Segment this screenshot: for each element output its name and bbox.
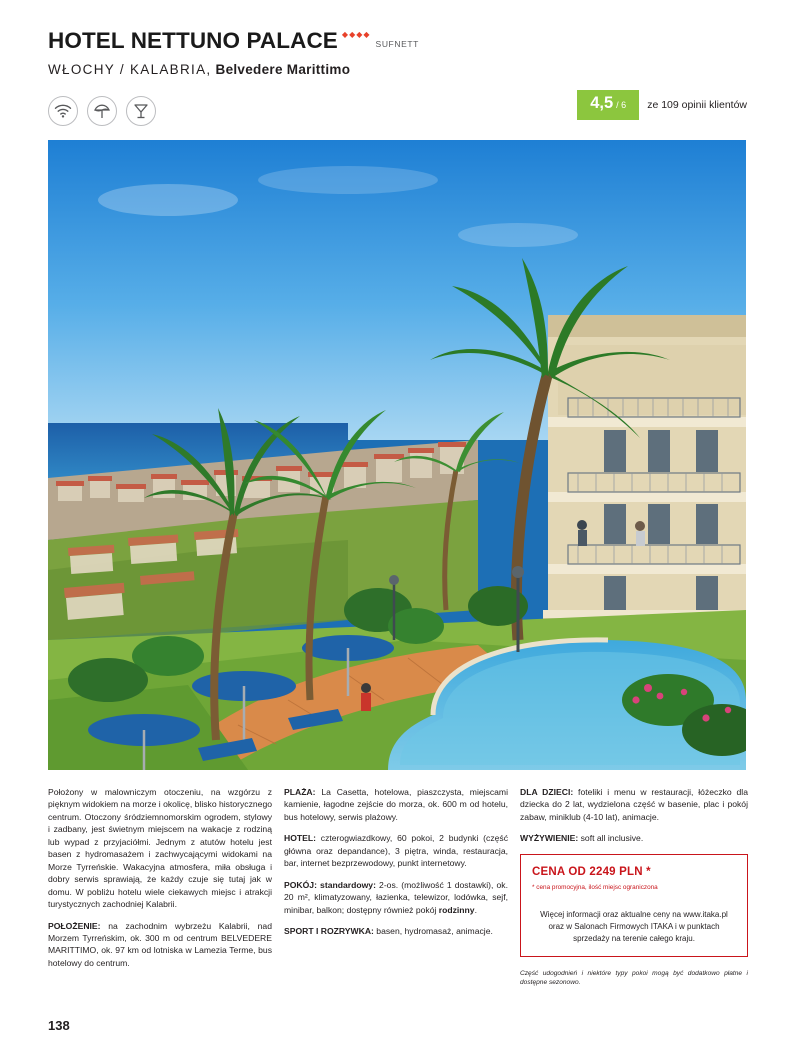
wifi-icon [48, 96, 78, 126]
board-text: soft all inclusive. [578, 833, 644, 844]
price-box [520, 854, 748, 957]
star-icon: ◆ [341, 30, 349, 39]
star-icon: ◆ [356, 30, 363, 39]
location-paragraph [48, 920, 272, 970]
page-header [48, 30, 748, 77]
location-text: na zachodnim wybrzeżu Kalabrii, nad Morzem Tyrreńskim, ok. 300 m od centrum BELVEDERE MARITTIMO, ok. 97 km od lotniska w Lamezia Terme, bus hotelowy do centrum. [48, 920, 272, 968]
destination-country: WŁOCHY / KALABRIA, [48, 61, 212, 77]
rating-score: 4,5 [590, 94, 614, 112]
hotel-paragraph [284, 832, 508, 869]
room-standard-label: standardowy: [316, 879, 376, 890]
room-text: 2-os. (możliwość 1 dostawki), ok. 20 m², klimatyzowany, łazienka, telewizor, lodówka, sejf, minibar, balkon; dostępny również pokój [284, 879, 508, 915]
board-label: WYŻYWIENIE: [520, 833, 579, 844]
room-family-end: . [474, 904, 477, 915]
kids-text: foteliki i menu w restauracji, łóżeczko dla dziecka do 2 lat, wydzielona część w basenie, plac i pokój zabaw, miniklub (4-10 lat), animacje. [520, 787, 748, 822]
star-rating [342, 31, 370, 39]
rating-block [577, 90, 747, 120]
description-columns [48, 786, 748, 988]
cocktail-glass-icon [126, 96, 156, 126]
brand-tag: SUFNETT [375, 39, 419, 49]
footnote: Część udogodnień i niektóre typy pokoi mogą być dodatkowo płatne i dostępne sezonowo. [520, 969, 748, 987]
sport-text: basen, hydromasaż, animacje. [373, 926, 493, 937]
location-label: POŁOŻENIE: [48, 920, 101, 931]
destination-subtitle [48, 62, 748, 77]
rating-max: / 6 [616, 100, 627, 110]
kids-label: DLA DZIECI: [520, 787, 574, 797]
room-family-label: rodzinny [438, 904, 475, 915]
amenity-icon-row [48, 96, 156, 126]
beach-label: PLAŻA: [284, 787, 316, 797]
beach-umbrella-icon [87, 96, 117, 126]
intro-paragraph: Położony w malowniczym otoczeniu, na wzgórzu z pięknym widokiem na morze i okolicę, blisko historycznego centrum. Otoczony śródziemnomorskim ogrodem, stylowy i zadbany, jest świetnym miejscem na wakacje z rodziną lub wypad z przyjaciółmi. Jednym z atutów hotelu jest basen z hydromasażem i zachwycającymi widokami na Morze Tyrreńskie. Wakacyjna atmosfera, miła obsługa i dobry serwis sprawiają, że każdy czuje się tutaj jak w domu. W pobliżu hotelu wiele ciekawych miejsc i atrakcji turystycznych zachodniej Kalabrii. [48, 787, 273, 910]
price-title: CENA OD 2249 PLN * [532, 865, 651, 878]
board-paragraph [520, 832, 748, 844]
destination-resort: Belvedere Marittimo [215, 61, 351, 77]
page-number: 138 [48, 1018, 70, 1033]
rating-reviews-count: ze 109 opinii klientów [647, 99, 747, 111]
hotel-photo [48, 140, 746, 770]
hotel-text: czterogwiazdkowy, 60 pokoi, 2 budynki (część główna oraz depandance), 3 piętra, winda, restauracja, bar, internet bezprzewodowy, punkt internetowy. [284, 833, 508, 869]
kids-paragraph [520, 786, 748, 823]
page-title: HOTEL NETTUNO PALACE [48, 28, 338, 53]
beach-paragraph [284, 786, 508, 823]
price-info-note: Więcej informacji oraz aktualne ceny na www.itaka.pl oraz w Salonach Firmowych ITAKA i w punktach sprzedaży na terenie całego kraju. [540, 909, 728, 943]
sport-paragraph [284, 925, 508, 937]
column-middle [284, 786, 508, 988]
column-left [48, 786, 272, 988]
hotel-label: HOTEL: [284, 833, 316, 844]
column-right [520, 786, 748, 988]
room-label: POKÓJ: [284, 879, 317, 890]
title-row [48, 30, 748, 53]
room-paragraph [284, 879, 508, 916]
star-icon: ◆ [363, 30, 370, 39]
price-disclaimer: * cena promocyjna, ilość miejsc ograniczona [532, 884, 658, 892]
star-icon: ◆ [349, 30, 356, 39]
rating-badge [577, 90, 639, 120]
sport-label: SPORT I ROZRYWKA: [284, 926, 374, 937]
beach-text: La Casetta, hotelowa, piaszczysta, miejscami kamienie, łagodne zejście do morza, ok. 600 m od hotelu, bus hotelowy, serwis plażowy. [284, 787, 508, 822]
